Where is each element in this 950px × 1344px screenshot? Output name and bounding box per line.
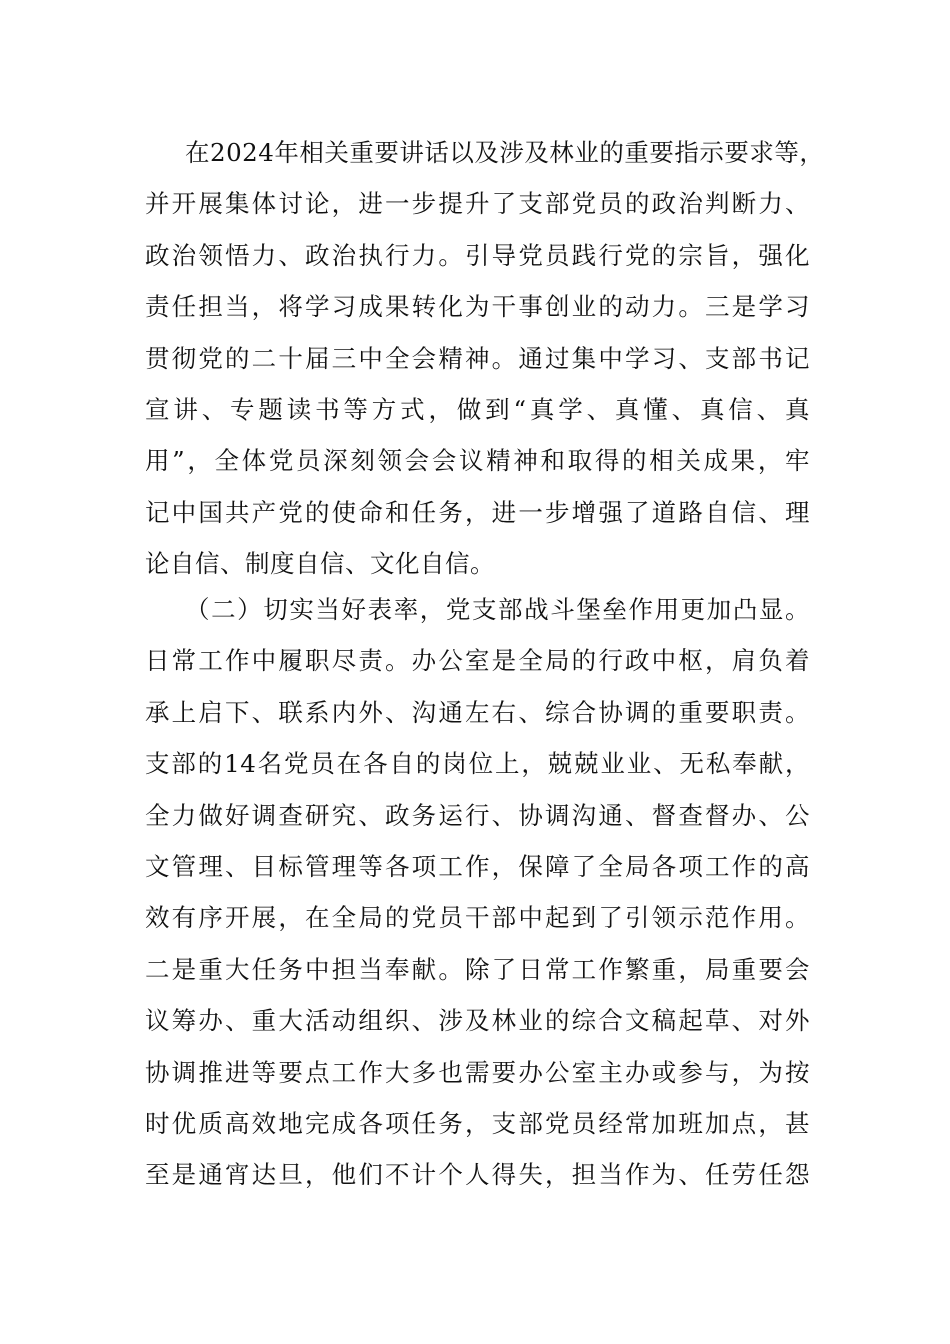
text-line: 政治领悟力、政治执行力。引导党员践行党的宗旨，强化	[145, 240, 810, 270]
text-line: 二是重大任务中担当奉献。除了日常工作繁重，局重要会	[145, 954, 810, 984]
text-line: 效有序开展，在全局的党员干部中起到了引领示范作用。	[145, 903, 810, 933]
text-line: 承上启下、联系内外、沟通左右、综合协调的重要职责。	[145, 697, 810, 727]
text-line: 用”，全体党员深刻领会会议精神和取得的相关成果，牢	[145, 446, 810, 476]
paragraph-2	[145, 584, 810, 1201]
text-line: 文管理、目标管理等各项工作，保障了全局各项工作的高	[145, 851, 810, 881]
text-line: 时优质高效地完成各项任务，支部党员经常加班加点，甚	[145, 1108, 810, 1138]
text-line: 协调推进等要点工作大多也需要办公室主办或参与，为按	[145, 1057, 810, 1087]
text-line: 全力做好调查研究、政务运行、协调沟通、督查督办、公	[145, 800, 810, 830]
section-heading-line: （二）切实当好表率，党支部战斗堡垒作用更加凸显。	[185, 595, 810, 624]
text-line: 贯彻党的二十届三中全会精神。通过集中学习、支部书记	[145, 343, 810, 373]
text-line: 在2024年相关重要讲话以及涉及林业的重要指示要求等，	[185, 138, 825, 167]
text-line: 并开展集体讨论，进一步提升了支部党员的政治判断力、	[145, 189, 810, 219]
text-line: 责任担当，将学习成果转化为干事创业的动力。三是学习	[145, 292, 810, 322]
text-line: 论自信、制度自信、文化自信。	[145, 549, 495, 579]
text-line: 议筹办、重大活动组织、涉及林业的综合文稿起草、对外	[145, 1006, 810, 1036]
text-line: 宣讲、专题读书等方式，做到“真学、真懂、真信、真	[145, 394, 810, 424]
text-line: 记中国共产党的使命和任务，进一步增强了道路自信、理	[145, 497, 810, 527]
text-line: 至是通宵达旦，他们不计个人得失，担当作为、任劳任怨	[145, 1160, 810, 1190]
text-line: 日常工作中履职尽责。办公室是全局的行政中枢，肩负着	[145, 646, 810, 676]
text-line: 支部的14名党员在各自的岗位上，兢兢业业、无私奉献，	[145, 749, 810, 779]
paragraph-1	[145, 127, 825, 590]
